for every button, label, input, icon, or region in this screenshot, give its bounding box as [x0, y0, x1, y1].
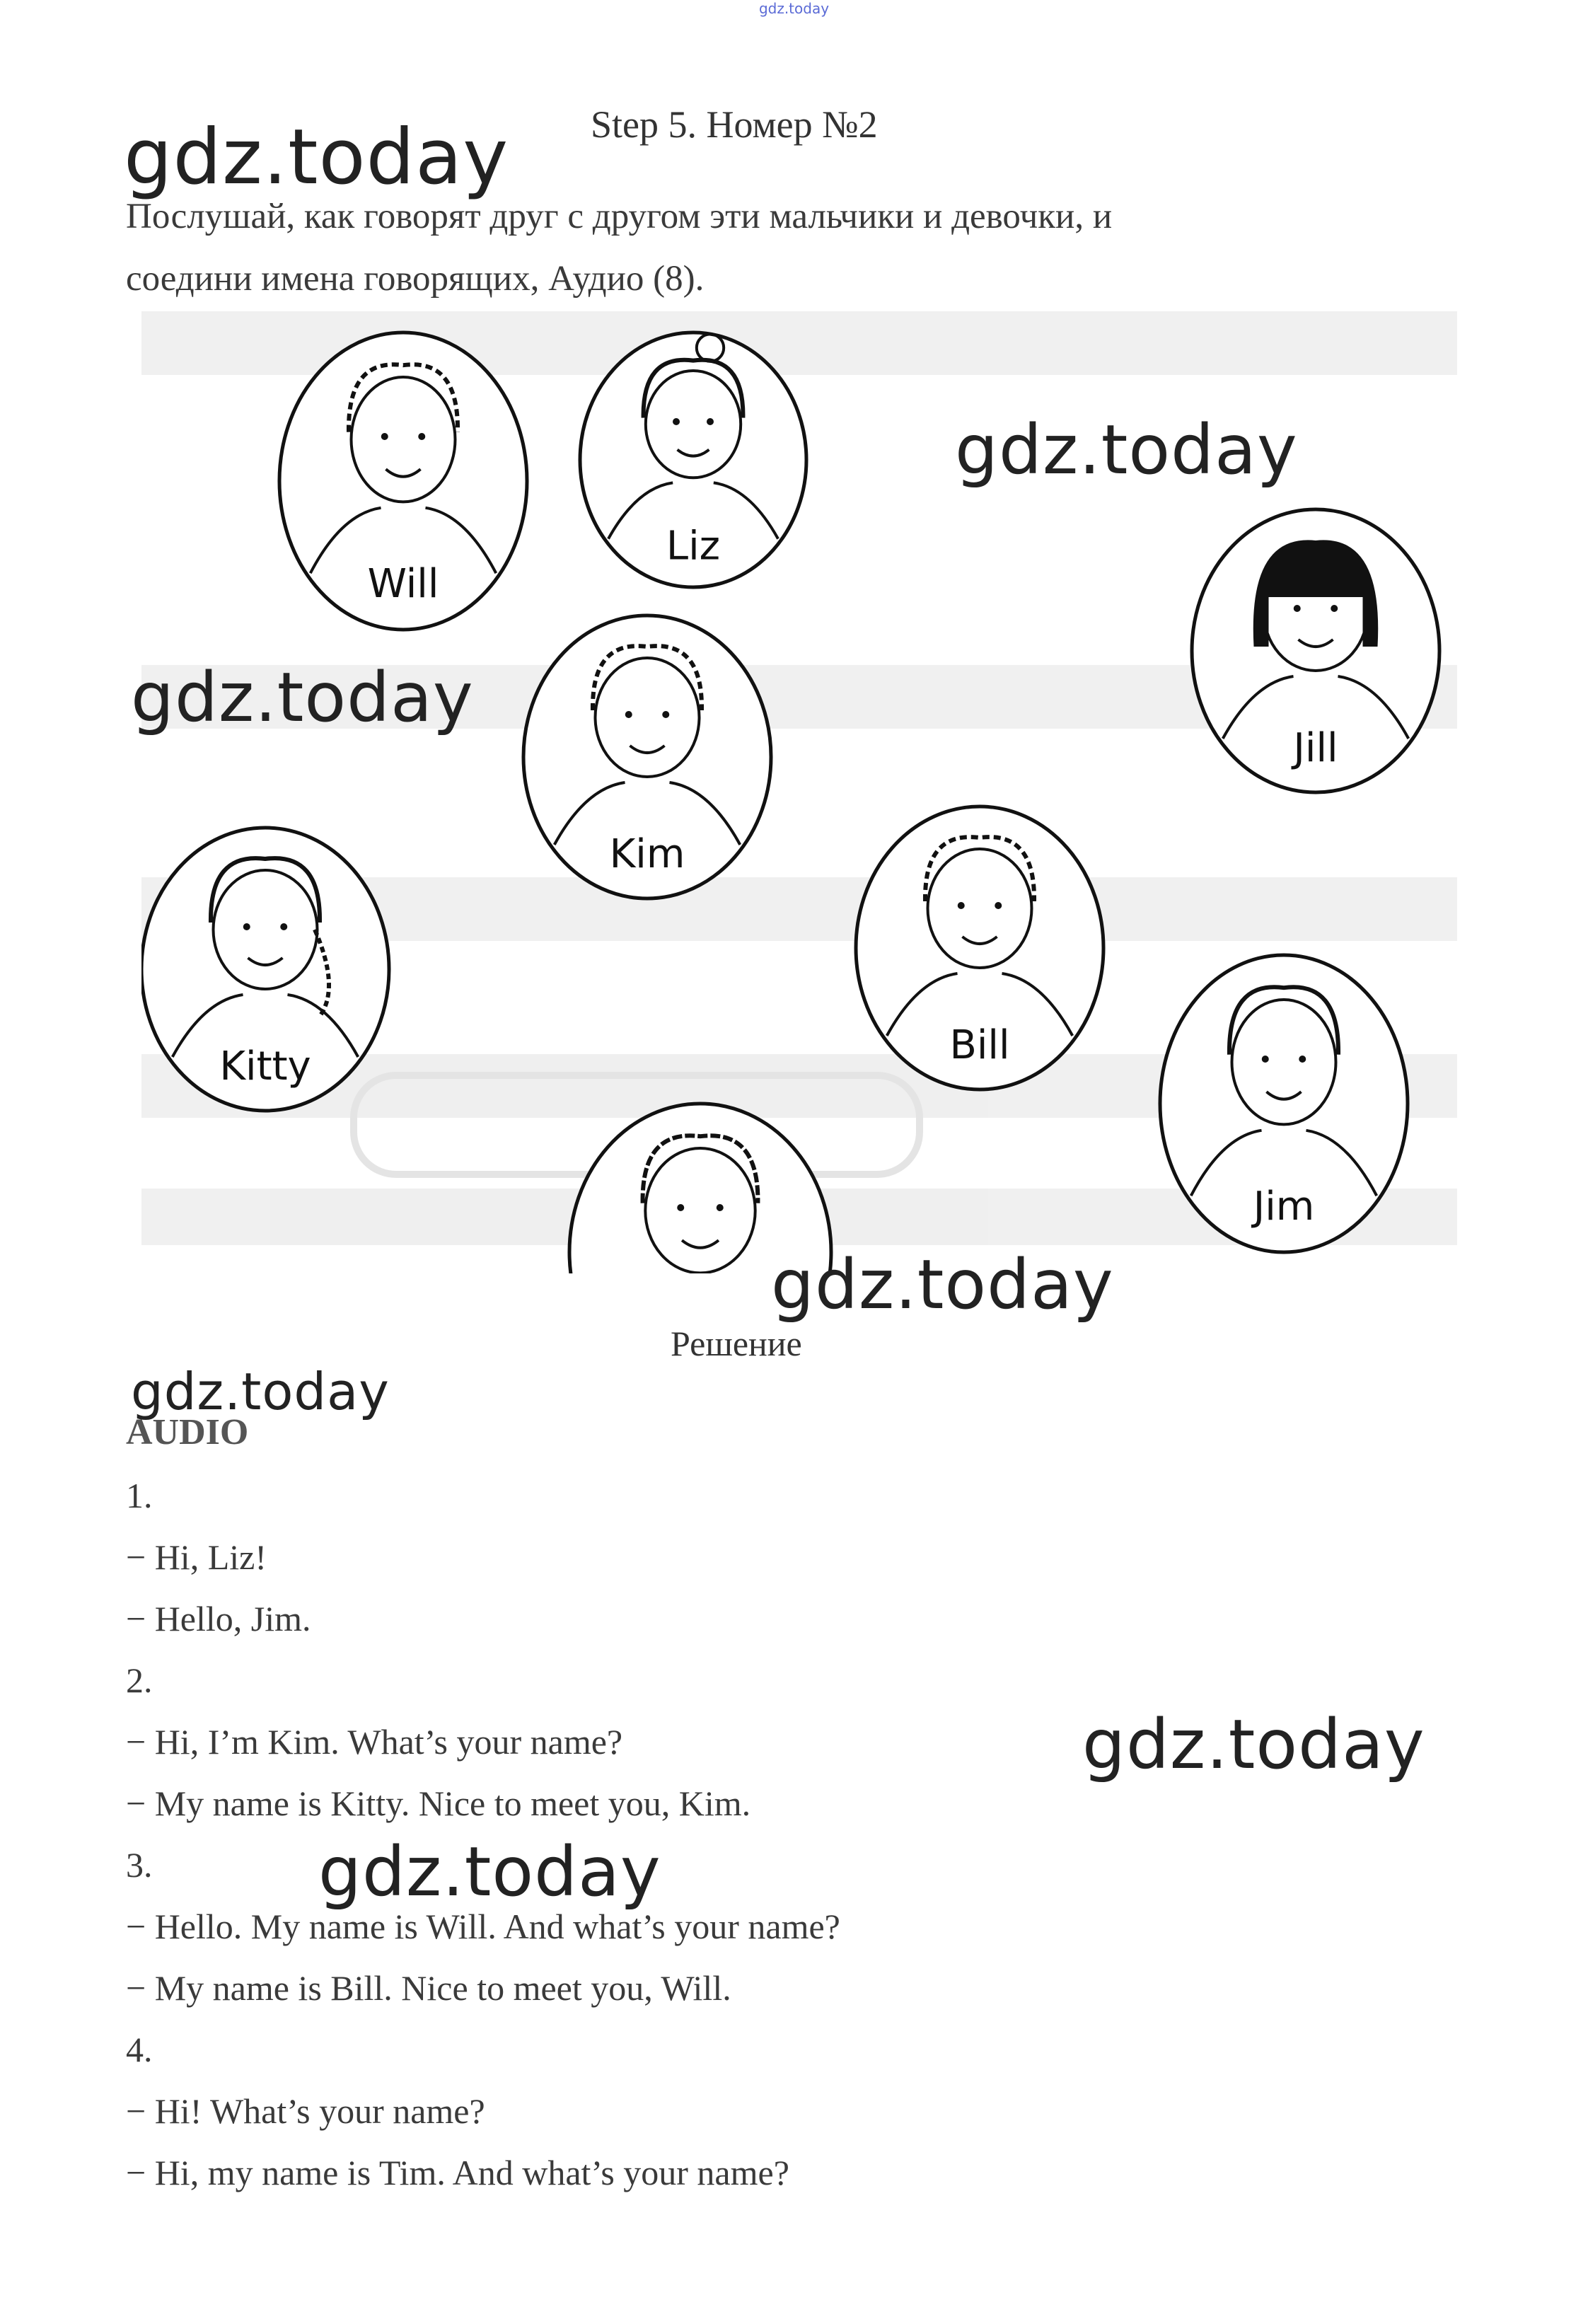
portrait-kim — [523, 615, 771, 898]
transcript-line: − Hello. My name is Will. And what’s your name? — [126, 1907, 840, 1946]
eye — [1299, 1056, 1306, 1063]
transcript-line: − Hi, Liz! — [126, 1537, 267, 1577]
instruction-line-1: Послушай, как говорят друг с другом эти мальчики и девочки, и — [126, 197, 1113, 236]
transcript-line: 2. — [126, 1660, 153, 1700]
eye — [280, 923, 287, 930]
instruction-line-2: соедини имена говорящих, Аудио (8). — [126, 259, 705, 299]
eye — [677, 1204, 684, 1211]
eye — [625, 711, 632, 718]
transcript-line: − Hi, I’m Kim. What’s your name? — [126, 1722, 623, 1762]
eye — [662, 711, 669, 718]
portrait-jim — [1160, 955, 1408, 1252]
child-name-label: Liz — [666, 523, 721, 570]
child-name-label: Will — [367, 560, 439, 607]
eye — [673, 418, 680, 425]
eye — [1294, 605, 1301, 612]
eye — [1331, 605, 1338, 612]
transcript-line: − Hi! What’s your name? — [126, 2091, 485, 2131]
watermark-5: gdz.today — [131, 1362, 390, 1421]
eye — [243, 923, 250, 930]
eye — [1262, 1056, 1269, 1063]
watermark-3: gdz.today — [131, 658, 474, 737]
transcript-line: − Hello, Jim. — [126, 1599, 311, 1638]
audio-heading: AUDIO — [126, 1412, 249, 1452]
transcript-line: 4. — [126, 2030, 153, 2069]
portrait-bill — [856, 807, 1103, 1089]
child-name-label: Kim — [609, 831, 685, 877]
watermark-2: gdz.today — [955, 410, 1298, 490]
child-name-label: Jill — [1293, 725, 1338, 771]
audio-transcript — [126, 1475, 840, 2214]
portrait-kitty — [141, 828, 389, 1111]
child-name-label: Kitty — [219, 1044, 311, 1089]
transcript-line: − Hi, my name is Tim. And what’s your name? — [126, 2153, 789, 2192]
portrait-will — [279, 333, 527, 630]
watermark-7: gdz.today — [318, 1832, 661, 1912]
solution-title: Решение — [671, 1324, 802, 1363]
child-name-label: Jim — [1253, 1183, 1315, 1230]
child-name-label: Bill — [949, 1022, 1010, 1068]
header-watermark: gdz.today — [758, 0, 830, 17]
transcript-line: 3. — [126, 1845, 153, 1885]
eye — [707, 418, 714, 425]
portrait-liz — [580, 333, 806, 587]
eye — [958, 902, 965, 909]
watermark-1: gdz.today — [124, 113, 509, 202]
transcript-line: − My name is Kitty. Nice to meet you, Kim. — [126, 1784, 751, 1823]
transcript-line: 1. — [126, 1476, 153, 1515]
eye — [418, 433, 425, 440]
transcript-line: − My name is Bill. Nice to meet you, Will. — [126, 1968, 731, 2008]
eye — [717, 1204, 724, 1211]
watermark-4: gdz.today — [771, 1245, 1114, 1324]
portrait-jill — [1192, 509, 1439, 792]
watermark-6: gdz.today — [1082, 1705, 1425, 1784]
page-title: Step 5. Номер №2 — [591, 103, 878, 146]
eye — [995, 902, 1002, 909]
eye — [381, 433, 388, 440]
instruction-text — [126, 185, 1470, 310]
